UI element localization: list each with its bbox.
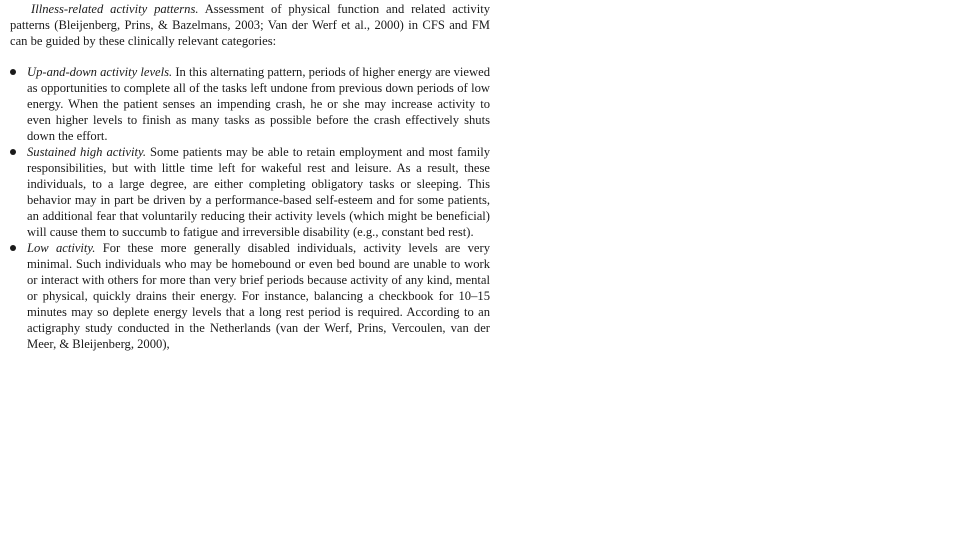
list-item-text: Some patients may be able to retain employment and most family responsibilities, but with little time left for wakeful rest and leisure. As a result, these individuals, to a large degree, are either completing obligatory tasks or sleeping. This behavior may in part be driven by a performance-based self-esteem and for some patients, an additional fear that voluntarily reducing their activity levels (which might be beneficial) will cause them to succumb to fatigue and irreversible disability (e.g., constant bed rest). [27,145,490,239]
list-item-text: In this alternating pattern, periods of higher energy are viewed as opportunities to complete all of the tasks left undone from previous down periods of low energy. When the patient senses an impending crash, he or she may increase activity to even higher levels to finish as many tasks as possible before the crash effectively shuts down the effort. [27,65,490,143]
bullet-icon [10,149,16,155]
list-item-term: Low activity. [27,241,96,255]
list-item-term: Up-and-down activity levels. [27,65,173,79]
intro-paragraph [10,1,490,49]
document-page [10,1,490,352]
section-heading: Illness-related activity patterns. [31,2,199,16]
bullet-icon [10,245,16,251]
list-item [10,64,490,144]
list-item [10,144,490,240]
bullet-icon [10,69,16,75]
activity-pattern-list [10,64,490,352]
list-item-term: Sustained high activity. [27,145,146,159]
list-item-text: For these more generally disabled individuals, activity levels are very minimal. Such individuals who may be homebound or even bed bound are unable to work or interact with others for more than very brief periods because activity of any kind, mental or physical, quickly drains their energy. For instance, balancing a checkbook for 10–15 minutes may so deplete energy levels that a long rest period is required. According to an actigraphy study conducted in the Netherlands (van der Werf, Prins, Vercoulen, van der Meer, & Bleijenberg, 2000), [27,241,490,351]
intro-text: Assessment of physical function and related activity patterns (Bleijenberg, Prins, & Bazelmans, 2003; Van der Werf et al., 2000) in CFS and FM can be guided by these clinically relevant categories: [10,2,490,48]
list-item [10,240,490,352]
